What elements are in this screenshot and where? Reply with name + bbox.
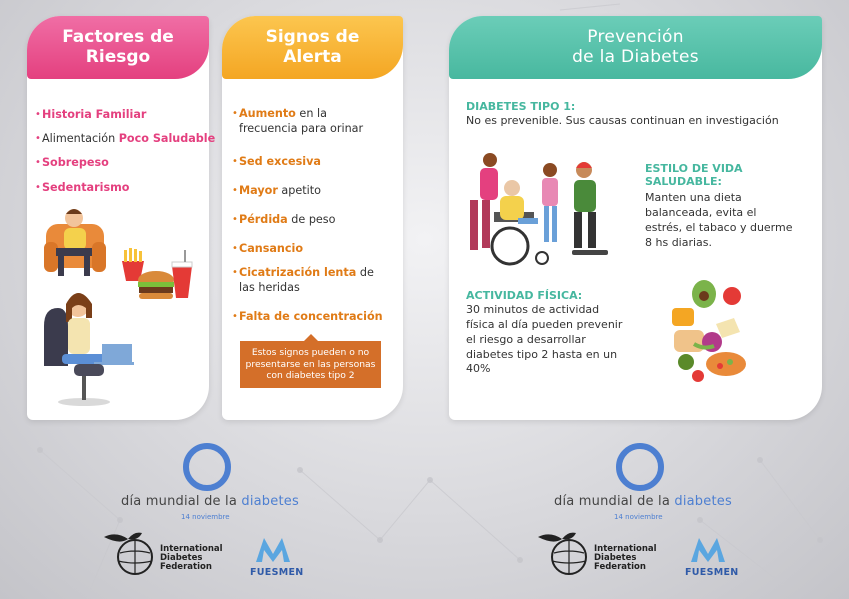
fuesmen-text: FUESMEN [250, 567, 304, 578]
prevention-title-line1: Prevención [587, 26, 684, 47]
risk-item: • Historia Familiar [42, 108, 146, 123]
fast-food-illustration [122, 248, 192, 299]
idf-text: International Diabetes Federation [160, 544, 223, 572]
prevention-header [449, 16, 822, 79]
sign-item: • Cansancio [239, 242, 303, 257]
lifestyle-heading-line1: ESTILO DE VIDA [645, 162, 743, 175]
risk-item: • Alimentación Poco Saludable [42, 132, 215, 147]
laptop-woman-illustration [44, 293, 134, 406]
activity-heading: ACTIVIDAD FÍSICA: [466, 289, 583, 302]
blue-circle-logo [616, 443, 664, 491]
blue-circle-logo [183, 443, 231, 491]
risk-factors-header [27, 16, 209, 79]
lifestyle-heading-line2: SALUDABLE: [645, 175, 722, 188]
date-label: 14 noviembre [181, 513, 230, 521]
prevention-title-line2: de la Diabetes [572, 46, 699, 67]
active-people-illustration [460, 150, 620, 268]
world-diabetes-day-brand: día mundial de la diabetes [121, 494, 299, 509]
idf-text: International Diabetes Federation [594, 544, 657, 572]
sedentary-person-illustration [44, 209, 106, 276]
world-diabetes-day-brand: día mundial de la diabetes [554, 494, 732, 509]
fuesmen-logo-icon [254, 534, 292, 564]
signs-callout: Estos signos pueden o no presentarse en las personas con diabetes tipo 2 [240, 341, 381, 388]
risk-title-line2: Riesgo [85, 46, 151, 67]
lifestyle-text: Manten una dieta balanceada, evita el estrés, el tabaco y duerme 8 hs diarias. [645, 191, 793, 249]
fuesmen-logo-icon [689, 534, 727, 564]
idf-logo-icon [536, 529, 594, 577]
risk-item: • Sedentarismo [42, 181, 129, 196]
date-label: 14 noviembre [614, 513, 663, 521]
sign-item: • Pérdida de peso [239, 213, 335, 228]
fuesmen-text: FUESMEN [685, 567, 739, 578]
risk-title-line1: Factores de [62, 26, 174, 47]
sign-item: • Aumento en la frecuencia para orinar [239, 107, 387, 136]
sign-item: • Falta de concentración [239, 310, 383, 325]
warning-signs-header [222, 16, 403, 79]
type1-heading: DIABETES TIPO 1: [466, 100, 576, 113]
sign-item: • Cicatrización lenta de las heridas [239, 266, 389, 295]
idf-logo-icon [102, 529, 160, 577]
sign-item: • Sed excesiva [239, 155, 321, 170]
activity-text: 30 minutos de actividad física al día pueden prevenir el riesgo a desarrollar diabetes tipo 2 hasta en un 40% [466, 303, 623, 376]
healthy-food-illustration [664, 280, 754, 388]
signs-title-line1: Signos de [265, 26, 360, 47]
risk-item: • Sobrepeso [42, 156, 109, 171]
type1-text: No es prevenible. Sus causas continuan en investigación [466, 114, 779, 127]
sign-item: • Mayor apetito [239, 184, 321, 199]
signs-title-line2: Alerta [283, 46, 342, 67]
risk-illustrations [44, 206, 204, 416]
